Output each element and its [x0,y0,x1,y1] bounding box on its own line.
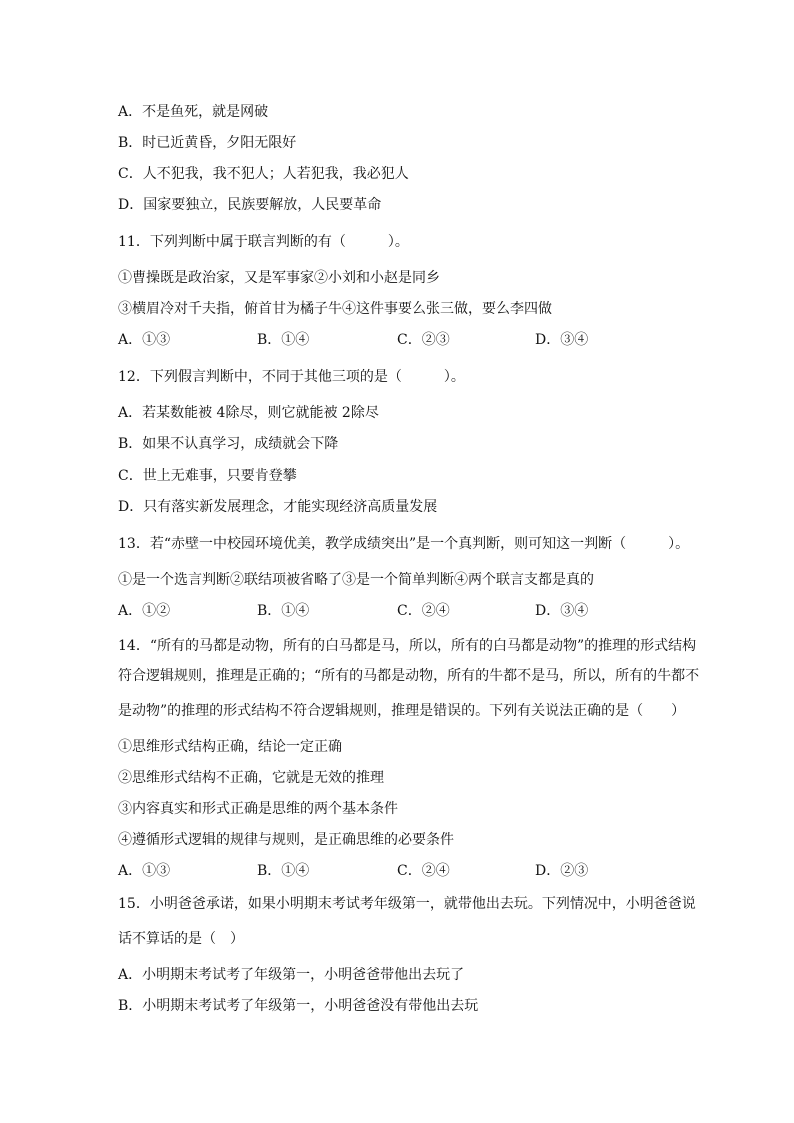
q13-option-c: C．②④ [397,603,450,619]
q12-option-d: D．只有落实新发展理念，才能实现经济高质量发展 [118,499,438,515]
q14-stem-line2: 符合逻辑规则，推理是正确的；“所有的马都是动物，所有的牛都不是马，所以，所有的牛都不 [118,668,700,684]
q13-option-d: D．③④ [535,603,589,619]
q11-option-b: B．①④ [257,332,310,348]
q14-option-a: A．①③ [118,863,171,879]
q13-items: ①是一个选言判断②联结项被省略了③是一个简单判断④两个联言支都是真的 [118,572,594,588]
q15-option-a: A．小明期末考试考了年级第一，小明爸爸带他出去玩了 [118,967,465,983]
q13-option-b: B．①④ [257,603,310,619]
q12-option-b: B．如果不认真学习，成绩就会下降 [118,436,339,452]
q14-stem-line1: 14．“所有的马都是动物，所有的白马都是马，所以，所有的白马都是动物”的推理的形式结构 [118,638,697,654]
q13-option-a: A．①② [118,603,171,619]
q11-item-line2: ③横眉冷对千夫指，俯首甘为橘子牛④这件事要么张三做，要么李四做 [118,301,552,317]
q12-option-c: C．世上无难事，只要肯登攀 [118,468,297,484]
q11-stem: 11．下列判断中属于联言判断的有（ ）。 [118,234,409,250]
q11-option-a: A．①③ [118,332,171,348]
q10-option-b: B．时已近黄昏，夕阳无限好 [118,135,297,151]
q10-option-a: A．不是鱼死，就是网破 [118,104,269,120]
q15-stem-line1: 15．小明爸爸承诺，如果小明期末考试考年级第一，就带他出去玩。下列情况中，小明爸爸说 [118,896,696,912]
q14-option-d: D．②③ [535,863,589,879]
q14-option-c: C．②④ [397,863,450,879]
q10-option-d: D．国家要独立，民族要解放，人民要革命 [118,197,382,213]
q13-stem: 13．若“赤壁一中校园环境优美，教学成绩突出”是一个真判断，则可知这一判断（ ）。 [118,536,690,552]
q11-item-line1: ①曹操既是政治家，又是军事家②小刘和小赵是同乡 [118,270,440,286]
q15-option-b: B．小明期末考试考了年级第一，小明爸爸没有带他出去玩 [118,998,479,1014]
q11-option-d: D．③④ [535,332,589,348]
q14-item1: ①思维形式结构正确，结论一定正确 [118,739,342,755]
q15-stem-line2: 话不算话的是（ ） [118,931,244,947]
q11-option-c: C．②③ [397,332,450,348]
q12-option-a: A．若某数能被 4除尽，则它就能被 2除尽 [118,405,379,421]
q11-options [118,330,678,350]
q14-item4: ④遵循形式逻辑的规律与规则，是正确思维的必要条件 [118,832,454,848]
q12-stem: 12．下列假言判断中，不同于其他三项的是（ ）。 [118,369,465,385]
q13-options [118,601,678,621]
q14-item3: ③内容真实和形式正确是思维的两个基本条件 [118,801,398,817]
q14-item2: ②思维形式结构不正确，它就是无效的推理 [118,770,384,786]
q10-option-c: C．人不犯我，我不犯人；人若犯我，我必犯人 [118,166,409,182]
q14-option-b: B．①④ [257,863,310,879]
q14-stem-line3: 是动物”的推理的形式结构不符合逻辑规则，推理是错误的。下列有关说法正确的是（ ） [118,703,686,719]
q14-options [118,861,678,881]
